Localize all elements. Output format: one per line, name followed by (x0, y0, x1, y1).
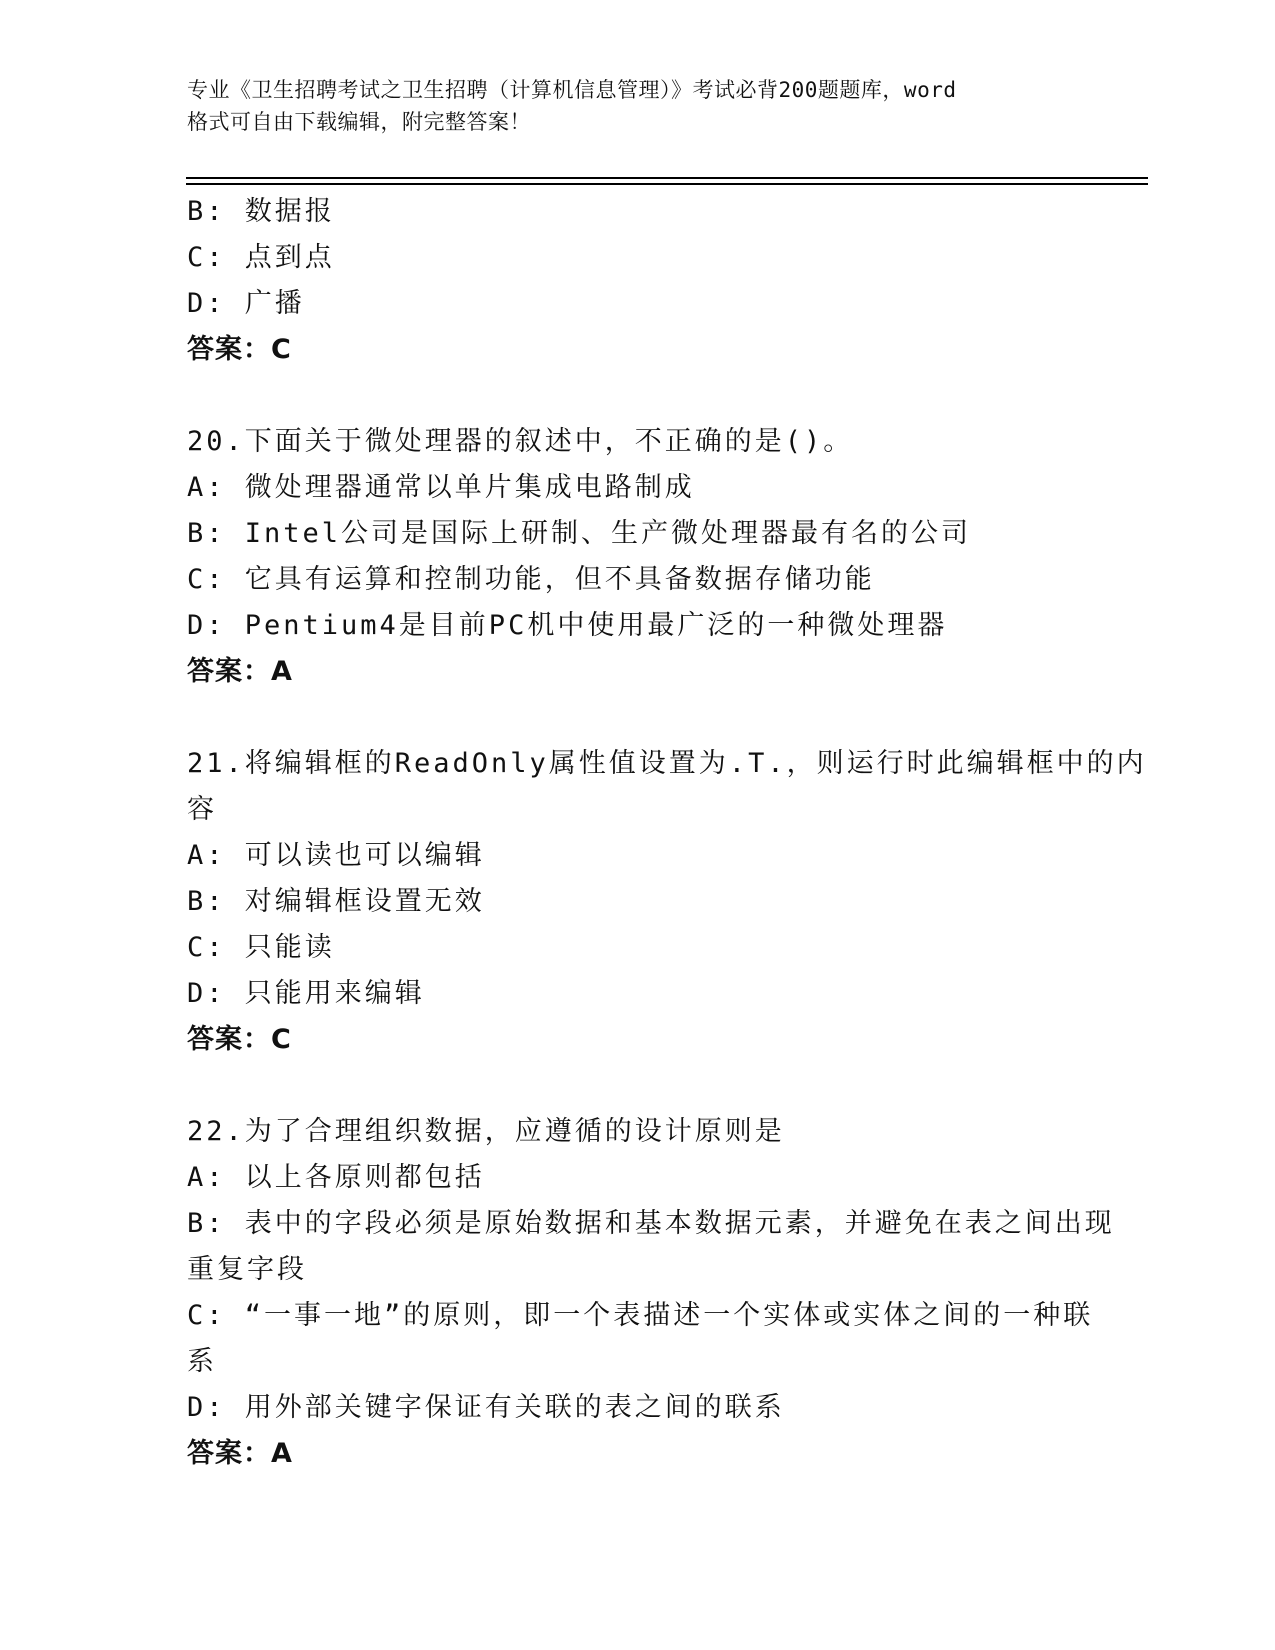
header-divider-top (186, 177, 1148, 179)
option-c: C: 点到点 (187, 242, 335, 273)
question-text: 22.为了合理组织数据，应遵循的设计原则是 (187, 1116, 785, 1147)
answer-line: 答案：A (187, 1438, 293, 1469)
option-b: B: 对编辑框设置无效 (187, 886, 485, 917)
question-text-line-1: 21.将编辑框的ReadOnly属性值设置为.T.，则运行时此编辑框中的内 (187, 748, 1147, 779)
question-text: 20.下面关于微处理器的叙述中，不正确的是()。 (187, 426, 854, 457)
option-a: A: 以上各原则都包括 (187, 1162, 485, 1193)
option-b-line-2: 重复字段 (187, 1254, 307, 1285)
question-text-line-2: 容 (187, 794, 217, 825)
option-c-line-2: 系 (187, 1346, 217, 1377)
option-d: D: 只能用来编辑 (187, 978, 425, 1009)
option-d: D: Pentium4是目前PC机中使用最广泛的一种微处理器 (187, 610, 948, 641)
document-header (187, 74, 1087, 138)
question-20 (187, 419, 1087, 695)
question-21 (187, 741, 1147, 1063)
answer-line: 答案：A (187, 656, 293, 687)
option-b: B: Intel公司是国际上研制、生产微处理器最有名的公司 (187, 518, 972, 549)
option-b-line-1: B: 表中的字段必须是原始数据和基本数据元素，并避免在表之间出现 (187, 1208, 1115, 1239)
answer-line: 答案：C (187, 334, 292, 365)
answer-line: 答案：C (187, 1024, 292, 1055)
option-c-line-1: C: “一事一地”的原则，即一个表描述一个实体或实体之间的一种联 (187, 1300, 1094, 1331)
header-divider-bottom (186, 183, 1148, 185)
option-c: C: 只能读 (187, 932, 335, 963)
option-c: C: 它具有运算和控制功能，但不具备数据存储功能 (187, 564, 875, 595)
option-d: D: 广播 (187, 288, 305, 319)
option-a: A: 可以读也可以编辑 (187, 840, 485, 871)
question-19-tail (187, 189, 1087, 373)
spacer (187, 695, 1087, 741)
header-title-line-2: 格式可自由下载编辑，附完整答案！ (187, 110, 531, 134)
question-22 (187, 1109, 1115, 1477)
option-d: D: 用外部关键字保证有关联的表之间的联系 (187, 1392, 785, 1423)
header-title-line-1: 专业《卫生招聘考试之卫生招聘（计算机信息管理）》考试必背200题题库，word (187, 78, 957, 102)
question-list (187, 189, 1147, 1477)
spacer (187, 373, 1087, 419)
option-b: B: 数据报 (187, 196, 335, 227)
option-a: A: 微处理器通常以单片集成电路制成 (187, 472, 695, 503)
spacer (187, 1063, 1087, 1109)
